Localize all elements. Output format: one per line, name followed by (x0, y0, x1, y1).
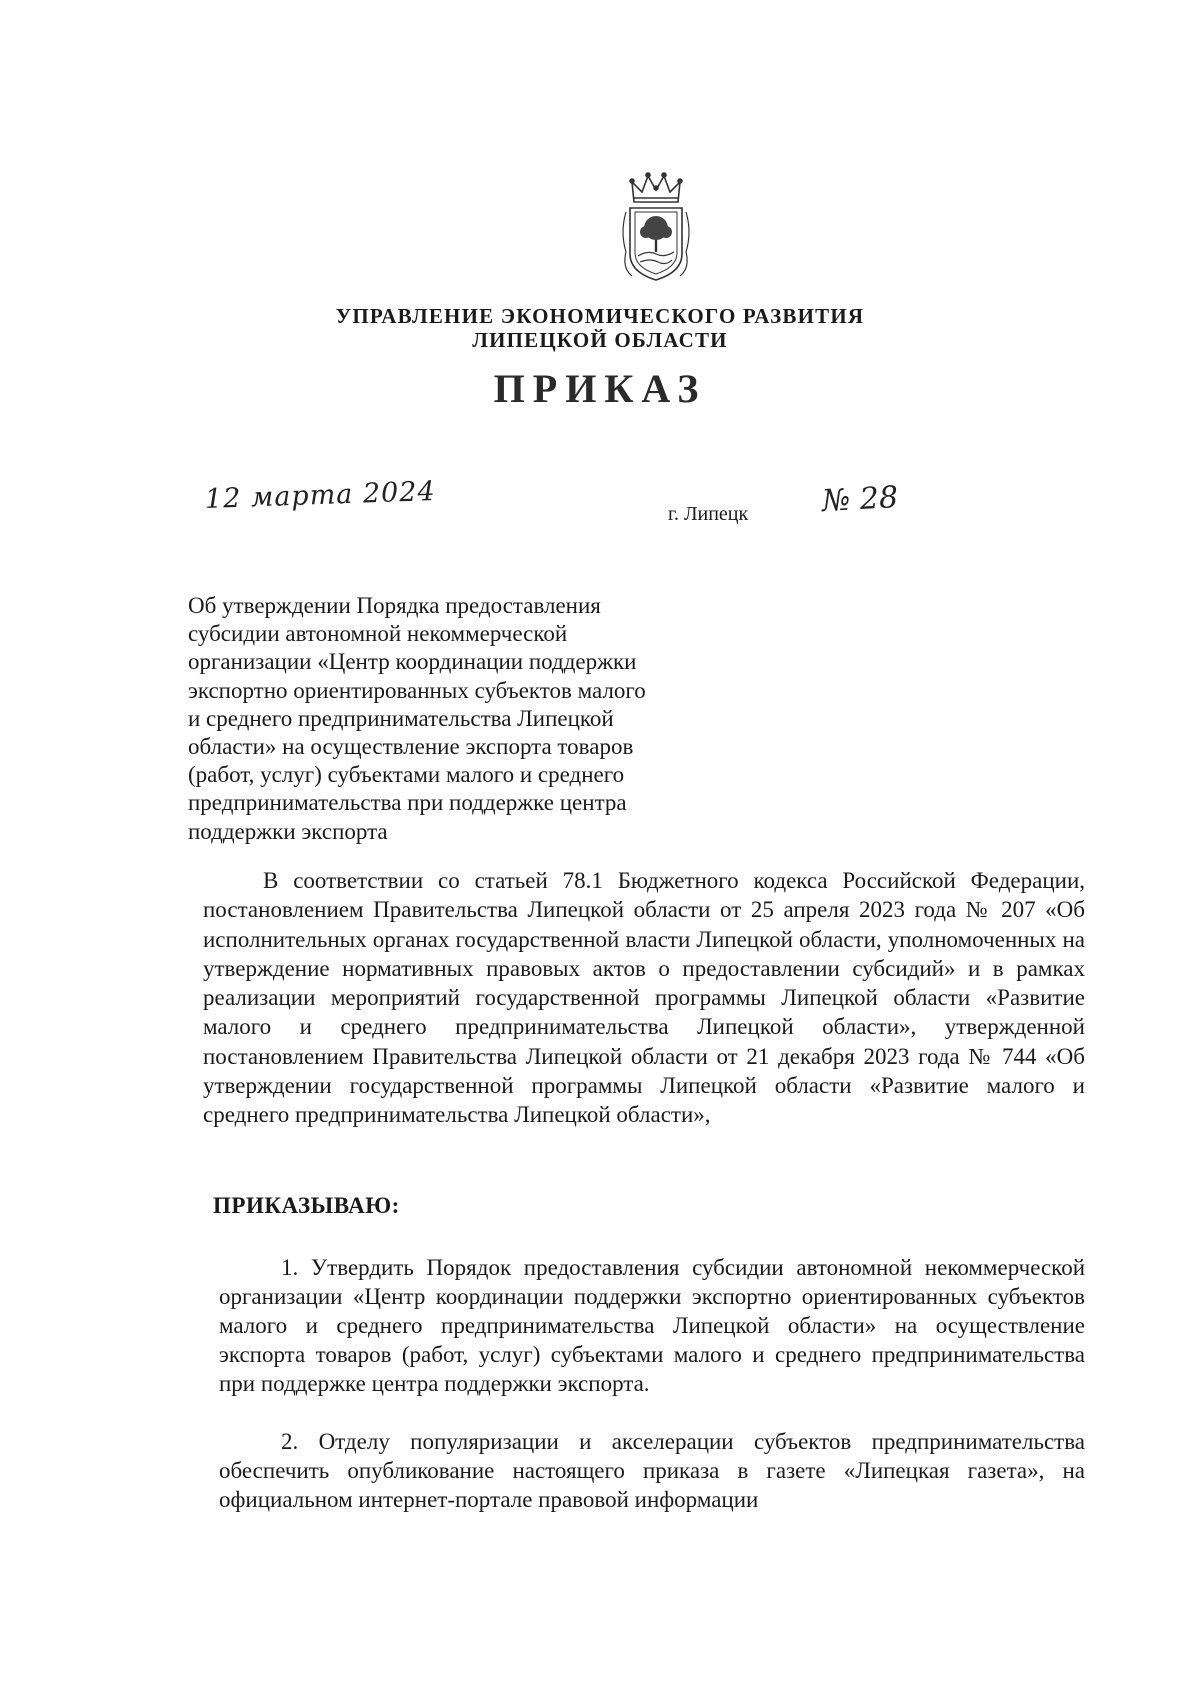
subject-line: и среднего предпринимательства Липецкой (188, 705, 614, 731)
subject-line: (работ, услуг) субъектами малого и среднего (188, 762, 625, 788)
document-type-title: ПРИКАЗ (493, 366, 707, 411)
agency-name-line2: ЛИПЕЦКОЙ ОБЛАСТИ (472, 328, 728, 352)
subject-line: Об утверждении Порядка предоставления (188, 593, 601, 618)
subject-line: поддержки экспорта (188, 818, 388, 844)
agency-name (0, 304, 1200, 352)
subject-line: организации «Центр координации поддержки (188, 649, 637, 675)
order-item-1: 1. Утвердить Порядок предоставления субсидии автономной некоммерческой организации «Центр координации поддержки экспортно ориентированных субъектов малого и среднего предпринимательства Липецкой области» на осуществление экспорта товаров (работ, услуг) субъектами малого и среднего предпринимательства при поддержке центра поддержки экспорта. (219, 1255, 1085, 1396)
subject-line: субсидии автономной некоммерческой (188, 621, 568, 647)
handwritten-date: 12 марта 2024 (204, 475, 437, 515)
subject-line: экспортно ориентированных субъектов малого (188, 677, 646, 703)
order-subject (188, 592, 728, 846)
agency-name-line1: УПРАВЛЕНИЕ ЭКОНОМИЧЕСКОГО РАЗВИТИЯ (335, 304, 865, 328)
order-directive-heading: ПРИКАЗЫВАЮ: (213, 1193, 400, 1218)
city-label: г. Липецк (668, 503, 749, 525)
handwritten-order-number: № 28 (821, 480, 899, 519)
preamble-paragraph: В соответствии со статьей 78.1 Бюджетного кодекса Российской Федерации, постановлением Правительства Липецкой области от 25 апреля 2023 года № 207 «Об исполнительных органах государственной власти Липецкой области, уполномоченных на утверждение нормативных правовых актов о предоставлении субсидий» и в рамках реализации мероприятий государственной программы Липецкой области «Развитие малого и среднего предпринимательства Липецкой области», утвержденной постановлением Правительства Липецкой области от 21 декабря 2023 года № 744 «Об утверждении государственной программы Липецкой области «Развитие малого и среднего предпринимательства Липецкой области», (203, 868, 1085, 1128)
coat-of-arms-icon (618, 172, 694, 284)
subject-line: предпринимательства при поддержке центра (188, 790, 627, 816)
order-item-2: 2. Отделу популяризации и акселерации субъектов предпринимательства обеспечить опубликование настоящего приказа в газете «Липецкая газета», на официальном интернет-портале правовой информации (219, 1429, 1085, 1512)
subject-line: области» на осуществление экспорта товаров (188, 734, 634, 760)
